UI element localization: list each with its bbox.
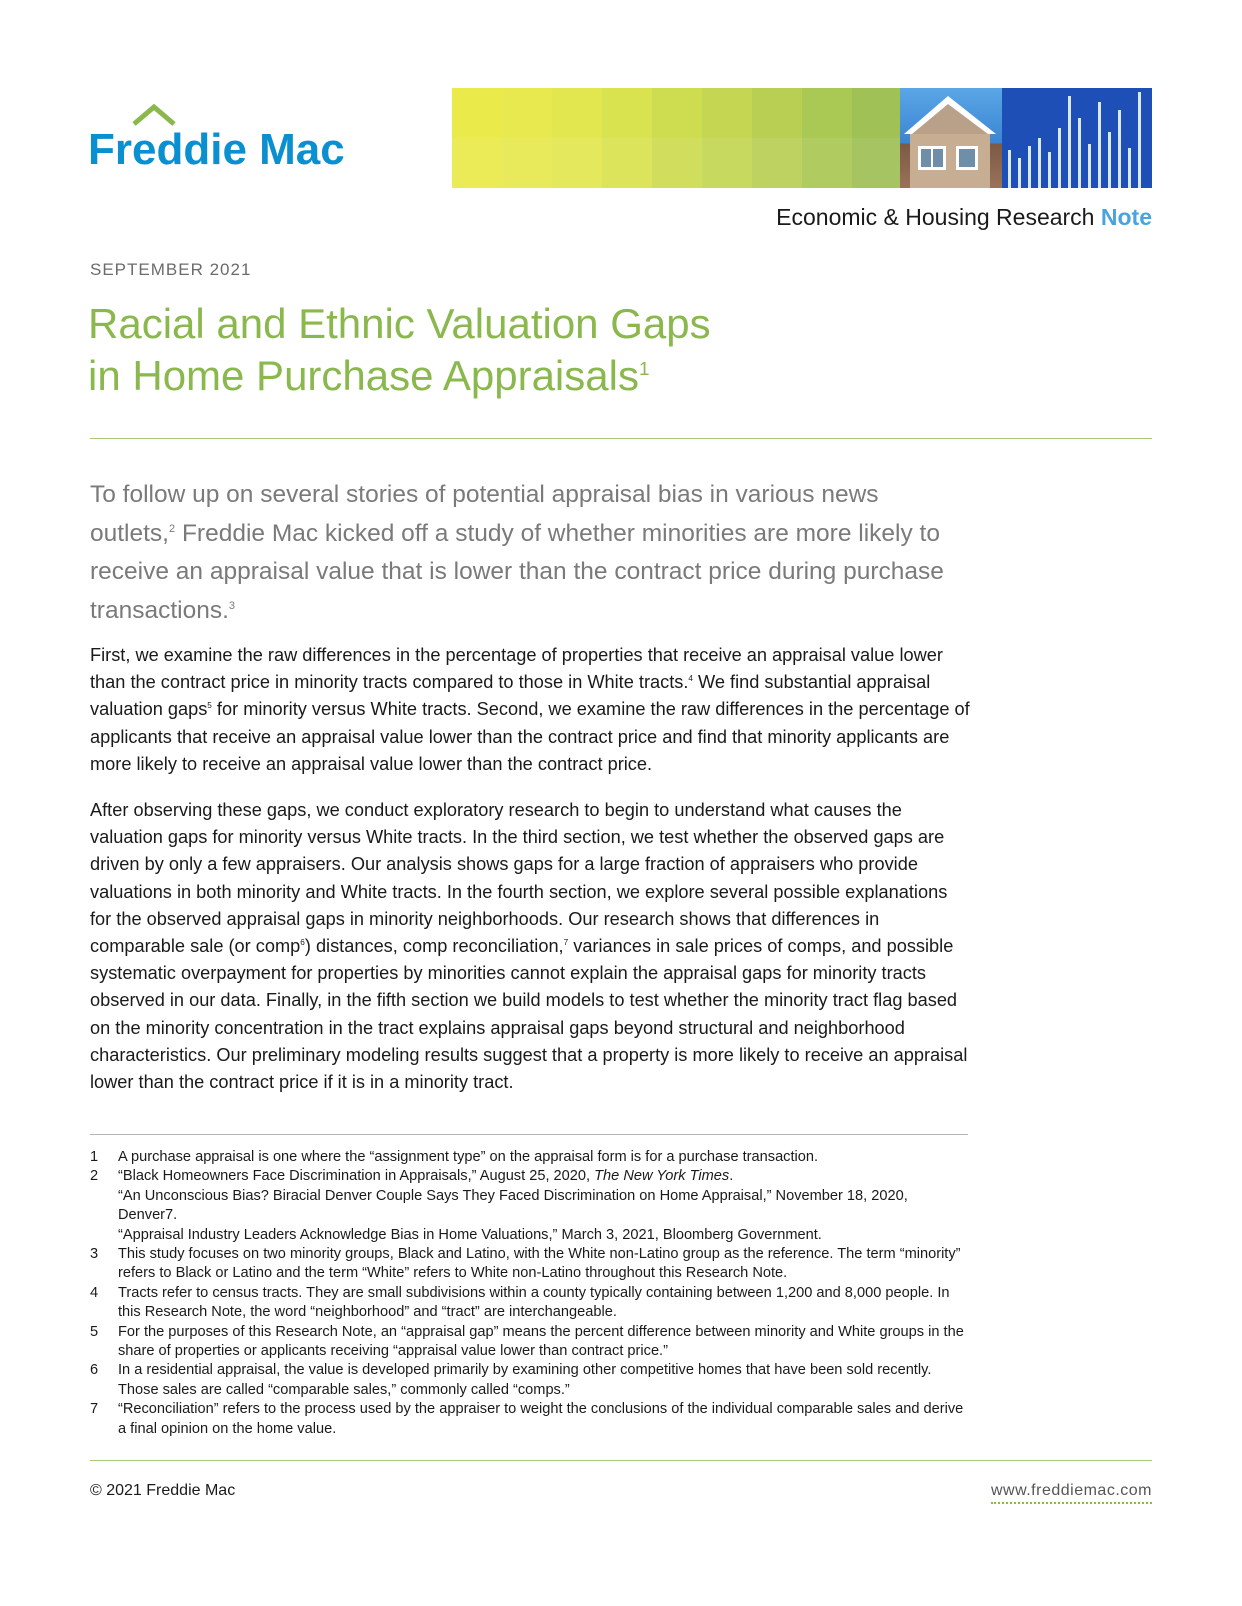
footnote-ref[interactable]: 3 [228,599,236,612]
footnote-number: 1 [90,1149,99,1165]
body-text: for minority versus White tracts. Second, we examine the raw differences in the percentage of applicants that receive an appraisal value lower than the contract price and find that minority applicants are more likely to receive an appraisal value lower than the contract price. [90,699,970,774]
title-line-2: in Home Purchase Appraisals [88,352,639,399]
footnote-item [90,1148,970,1167]
lead-text: To follow up on several stories of potential appraisal bias in various news outlets, [90,481,879,547]
series-title-text: Economic & Housing Research [776,204,1095,230]
page-title [88,298,711,402]
footnote-ref[interactable]: 2 [169,522,176,535]
freddie-mac-logo[interactable] [88,104,378,174]
footnote-ref[interactable]: 4 [688,674,693,684]
footnotes-divider [90,1134,968,1135]
body-text: First, we examine the raw differences in the percentage of properties that receive an appraisal value lower than the contract price in minority tracts compared to those in White tracts. [90,645,943,693]
house-photo [900,88,1002,188]
footnote-number: 4 [90,1284,99,1301]
footnote-number: 3 [90,1246,99,1263]
footer-divider [90,1460,1152,1461]
website-link[interactable]: www.freddiemac.com [991,1482,1152,1504]
bar-graph-photo [1002,88,1152,188]
footnote-ref[interactable]: 5 [207,701,212,711]
footnotes [90,1148,970,1439]
header-banner [452,88,1152,188]
logo-roof-icon [88,104,378,174]
footnote-item [90,1167,970,1245]
footnote-ref[interactable]: 6 [300,937,305,947]
footnote-item [90,1361,970,1400]
banner-shade [452,138,900,188]
body-text: ) distances, comp reconciliation, [304,936,564,957]
copyright: © 2021 Freddie Mac [90,1482,236,1499]
footnote-text: “Reconciliation” refers to the process used by the appraiser to weight the conclusions of the individual comparable sales and derive a final opinion on the home value. [118,1401,964,1437]
footnote-number: 2 [90,1168,99,1185]
footnote-item [90,1323,970,1362]
footnote-item [90,1400,970,1439]
footnote-text: Tracts refer to census tracts. They are small subdivisions within a county typically containing between 1,200 and 8,000 people. In this Research Note, the word “neighborhood” and “tract” are interchangeable. [118,1284,950,1321]
body-paragraph-1 [90,642,970,778]
footnote-text: “Appraisal Industry Leaders Acknowledge Bias in Home Valuations,” March 3, 2021, Bloomberg Government. [118,1226,822,1243]
footnote-item [90,1245,970,1284]
footnote-text: In a residential appraisal, the value is developed primarily by examining other competitive homes that have been sold recently. Those sales are called “comparable sales,” commonly called “comps.” [118,1362,932,1398]
body-text: We find substantial appraisal valuation gaps [90,672,931,720]
body-text: variances in sale prices of comps, and possible systematic overpayment for properties by minorities cannot explain the appraisal gaps for minority tracts observed in our data. Finally, in the fifth section we build models to test whether the minority tract flag based on the minority concentration in the tract explains appraisal gaps beyond structural and neighborhood characteristics. Our preliminary modeling results suggest that a property is more likely to receive an appraisal lower than the contract price if it is in a minority tract. [90,936,968,1093]
footnote-number: 5 [90,1323,99,1340]
footnote-number: 6 [90,1362,99,1379]
footnote-text: This study focuses on two minority groups, Black and Latino, with the White non-Latino group as the reference. The term “minority” refers to Black or Latino and the term “White” refers to White non-Latino throughout this Research Note. [118,1246,961,1282]
publication-date: SEPTEMBER 2021 [90,260,252,279]
footnote-number: 7 [90,1401,99,1418]
footnote-text: “Black Homeowners Face Discrimination in Appraisals,” August 25, 2020, [118,1168,595,1185]
title-line-1: Racial and Ethnic Valuation Gaps [88,300,711,347]
body-paragraph-2 [90,797,970,1096]
footnote-text: “An Unconscious Bias? Biracial Denver Couple Says They Faced Discrimination on Home Appraisal,” November 18, 2020, Denver7. [118,1187,908,1224]
title-footnote-ref[interactable]: 1 [638,359,650,380]
footnote-text: . [729,1168,734,1185]
series-title [776,204,1152,231]
lead-text: Freddie Mac kicked off a study of whether minorities are more likely to receive an appraisal value that is lower than the contract price during purchase transactions. [90,519,944,624]
footnote-text: A purchase appraisal is one where the “assignment type” on the appraisal form is for a purchase transaction. [118,1149,819,1165]
body-text: After observing these gaps, we conduct exploratory research to begin to understand what causes the valuation gaps for minority versus White tracts. In the third section, we test whether the observed gaps are driven by only a few appraisers. Our analysis shows gaps for a large fraction of appraisers who provide valuations in both minority and White tracts. In the fourth section, we explore several possible explanations for the observed appraisal gaps in minority neighborhoods. Our research shows that differences in comparable sale (or comp [90,800,948,957]
footnote-source: The New York Times [594,1168,730,1185]
title-divider [90,438,1152,439]
footnote-text: For the purposes of this Research Note, an “appraisal gap” means the percent difference between minority and White groups in the share of properties or applicants receiving “appraisal value lower than contract price.” [118,1323,964,1360]
lead-paragraph [90,476,950,630]
logo-text: Freddie Mac [88,125,345,174]
series-badge: Note [1100,204,1152,230]
footnote-ref[interactable]: 7 [563,937,569,947]
footnote-item [90,1284,970,1323]
